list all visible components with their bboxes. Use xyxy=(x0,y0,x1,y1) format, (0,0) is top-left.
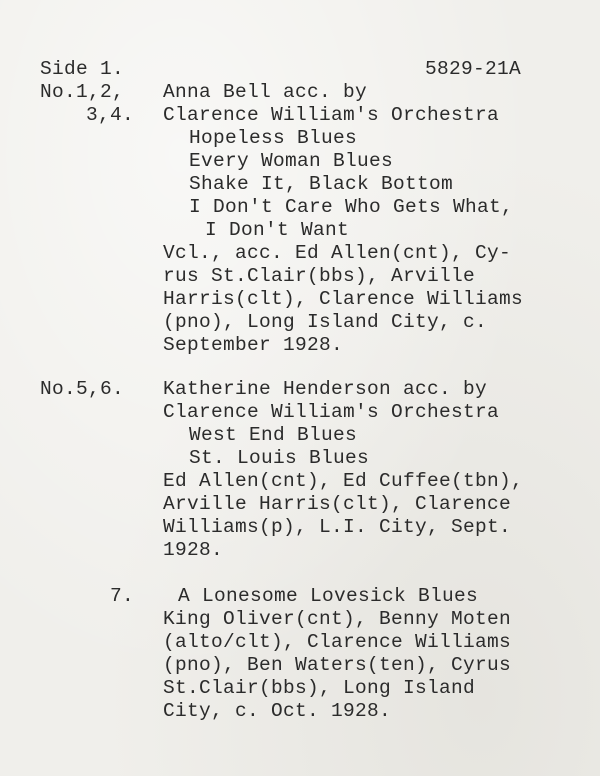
entry-3-number: 7. xyxy=(110,585,135,607)
entry-1-personnel: September 1928. xyxy=(163,334,344,356)
entry-2-personnel: 1928. xyxy=(163,539,224,561)
entry-1-personnel: (pno), Long Island City, c. xyxy=(163,311,488,333)
entry-2-orchestra: Clarence William's Orchestra xyxy=(163,401,500,423)
entry-1-title: Hopeless Blues xyxy=(189,127,358,149)
entry-1-title: I Don't Care Who Gets What, xyxy=(189,196,514,218)
entry-2-artist: Katherine Henderson acc. by xyxy=(163,378,488,400)
entry-2-title: West End Blues xyxy=(189,424,358,446)
entry-1-number: No.1,2, xyxy=(40,81,125,103)
side-label: Side 1. xyxy=(40,58,125,80)
entry-1-number-cont: 3,4. xyxy=(86,104,135,126)
entry-1-personnel: rus St.Clair(bbs), Arville xyxy=(163,265,476,287)
entry-3-personnel: St.Clair(bbs), Long Island xyxy=(163,677,476,699)
entry-1-personnel: Harris(clt), Clarence Williams xyxy=(163,288,524,310)
entry-2-personnel: Williams(p), L.I. City, Sept. xyxy=(163,516,512,538)
entry-1-title: Shake It, Black Bottom xyxy=(189,173,454,195)
entry-1-personnel: Vcl., acc. Ed Allen(cnt), Cy- xyxy=(163,242,512,264)
entry-3-personnel: City, c. Oct. 1928. xyxy=(163,700,392,722)
entry-2-number: No.5,6. xyxy=(40,378,125,400)
entry-2-personnel: Arville Harris(clt), Clarence xyxy=(163,493,512,515)
entry-2-title: St. Louis Blues xyxy=(189,447,370,469)
entry-3-personnel: (alto/clt), Clarence Williams xyxy=(163,631,512,653)
entry-1-title: I Don't Want xyxy=(205,219,350,241)
entry-3-personnel: (pno), Ben Waters(ten), Cyrus xyxy=(163,654,512,676)
entry-1-artist: Anna Bell acc. by xyxy=(163,81,368,103)
entry-1-orchestra: Clarence William's Orchestra xyxy=(163,104,500,126)
entry-3-title: A Lonesome Lovesick Blues xyxy=(178,585,479,607)
entry-2-personnel: Ed Allen(cnt), Ed Cuffee(tbn), xyxy=(163,470,524,492)
entry-1-title: Every Woman Blues xyxy=(189,150,394,172)
catalog-number: 5829-21A xyxy=(425,58,522,80)
entry-3-personnel: King Oliver(cnt), Benny Moten xyxy=(163,608,512,630)
